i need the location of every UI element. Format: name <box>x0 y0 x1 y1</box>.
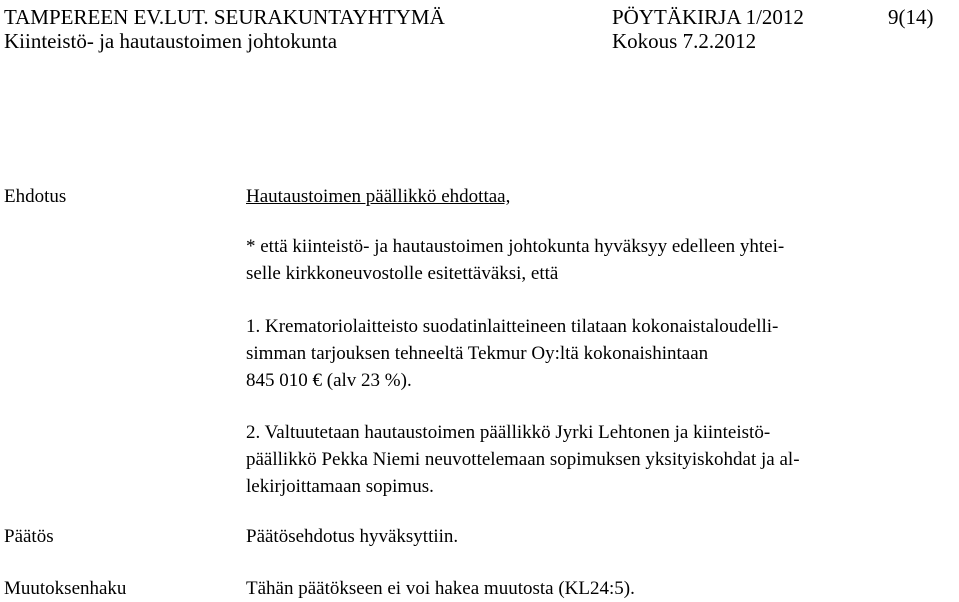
section-label-paatos: Päätös <box>4 526 54 547</box>
item-1-line-1: 1. Krematoriolaitteisto suodatinlaitteineen tilataan kokonaistaloudelli- <box>246 316 779 337</box>
section-label-ehdotus: Ehdotus <box>4 186 67 207</box>
header-organization: TAMPEREEN EV.LUT. SEURAKUNTAYHTYMÄ <box>4 5 445 29</box>
proposal-line-1: * että kiinteistö- ja hautaustoimen johtokunta hyväksyy edelleen yhtei- <box>246 236 785 257</box>
section-label-muutoksenhaku: Muutoksenhaku <box>4 578 127 599</box>
item-1-line-2: simman tarjouksen tehneeltä Tekmur Oy:ltä kokonaishintaan <box>246 343 709 364</box>
item-2-line-2: päällikkö Pekka Niemi neuvottelemaan sopimuksen yksityiskohdat ja al- <box>246 449 800 470</box>
header-committee: Kiinteistö- ja hautaustoimen johtokunta <box>4 29 338 53</box>
decision-text: Päätösehdotus hyväksyttiin. <box>246 526 459 547</box>
item-2-line-1: 2. Valtuutetaan hautaustoimen päällikkö Jyrki Lehtonen ja kiinteistö- <box>246 422 771 443</box>
header-meeting-date: Kokous 7.2.2012 <box>612 29 757 53</box>
item-2-line-3: lekirjoittamaan sopimus. <box>246 476 434 497</box>
item-1-line-3: 845 010 € (alv 23 %). <box>246 370 412 391</box>
header-page-number: 9(14) <box>888 5 934 29</box>
appeal-text: Tähän päätökseen ei voi hakea muutosta (KL24:5). <box>246 578 635 599</box>
proposal-intro: Hautaustoimen päällikkö ehdottaa, <box>246 186 511 207</box>
proposal-line-2: selle kirkkoneuvostolle esitettäväksi, että <box>246 263 559 284</box>
header-document-type: PÖYTÄKIRJA 1/2012 <box>612 5 804 29</box>
